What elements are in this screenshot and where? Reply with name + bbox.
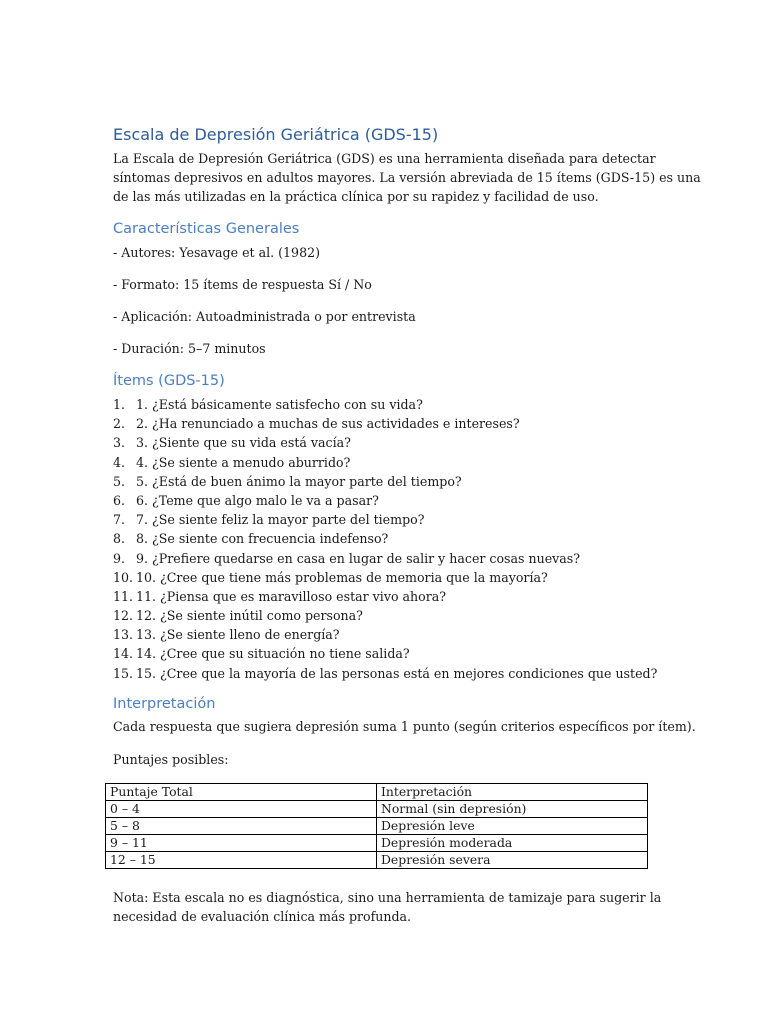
intro-line: síntomas depresivos en adultos mayores. La versión abreviada de 15 ítems (GDS-15) es una <box>113 170 701 186</box>
feature-format: - Formato: 15 ítems de respuesta Sí / No <box>113 277 372 292</box>
table-row <box>106 835 648 852</box>
table-cell: 0 – 4 <box>106 801 377 818</box>
table-cell: 5 – 8 <box>106 818 377 835</box>
list-item <box>113 414 658 433</box>
item-number: 8. <box>113 531 126 547</box>
table-row <box>106 818 648 835</box>
list-item <box>113 568 658 587</box>
item-number: 6. <box>113 492 126 508</box>
table-row <box>106 852 648 869</box>
item-number: 10. <box>113 569 134 585</box>
items-heading: Ítems (GDS-15) <box>113 373 225 389</box>
item-text: 1. ¿Está básicamente satisfecho con su vida? <box>136 397 423 412</box>
scores-label: Puntajes posibles: <box>113 752 229 767</box>
table-header-cell: Puntaje Total <box>106 784 377 801</box>
list-item <box>113 491 658 510</box>
note-paragraph <box>113 888 662 926</box>
list-item <box>113 453 658 472</box>
list-item <box>113 606 658 625</box>
list-item <box>113 510 658 529</box>
table-header-cell: Interpretación <box>377 784 648 801</box>
interpretation-text: Cada respuesta que sugiera depresión suma 1 punto (según criterios específicos por ítem). <box>113 719 696 734</box>
item-text: 10. ¿Cree que tiene más problemas de memoria que la mayoría? <box>136 569 548 585</box>
item-text: 13. ¿Se siente lleno de energía? <box>136 627 340 643</box>
table-cell: 12 – 15 <box>106 852 377 869</box>
table-cell: 9 – 11 <box>106 835 377 852</box>
item-number: 13. <box>113 627 134 643</box>
item-text: 2. ¿Ha renunciado a muchas de sus actividades e intereses? <box>136 416 520 432</box>
list-item <box>113 664 658 683</box>
list-item <box>113 472 658 491</box>
list-item <box>113 433 658 452</box>
intro-paragraph <box>113 149 701 207</box>
document-title: Escala de Depresión Geriátrica (GDS-15) <box>113 125 439 144</box>
table-cell: Depresión severa <box>377 852 648 869</box>
item-number: 3. <box>113 435 126 451</box>
item-number: 1. <box>113 397 126 412</box>
item-number: 4. <box>113 454 126 470</box>
scores-table <box>105 783 648 869</box>
item-text: 7. ¿Se siente feliz la mayor parte del tiempo? <box>136 512 425 528</box>
item-number: 7. <box>113 512 126 528</box>
item-number: 2. <box>113 416 126 432</box>
table-cell: Depresión moderada <box>377 835 648 852</box>
item-text: 12. ¿Se siente inútil como persona? <box>136 608 363 624</box>
item-number: 12. <box>113 608 134 624</box>
list-item <box>113 587 658 606</box>
item-text: 5. ¿Está de buen ánimo la mayor parte del tiempo? <box>136 473 462 489</box>
item-text: 11. ¿Piensa que es maravilloso estar vivo ahora? <box>136 588 447 604</box>
feature-application: - Aplicación: Autoadministrada o por entrevista <box>113 309 416 324</box>
feature-authors: - Autores: Yesavage et al. (1982) <box>113 245 321 260</box>
item-text: 9. ¿Prefiere quedarse en casa en lugar de salir y hacer cosas nuevas? <box>136 550 581 566</box>
feature-duration: - Duración: 5–7 minutos <box>113 341 266 356</box>
item-number: 9. <box>113 550 126 566</box>
item-text: 3. ¿Siente que su vida está vacía? <box>136 435 351 451</box>
note-line: Nota: Esta escala no es diagnóstica, sino una herramienta de tamizaje para sugerir la <box>113 890 662 905</box>
item-number: 11. <box>113 588 134 604</box>
list-item <box>113 529 658 548</box>
items-list <box>113 395 658 683</box>
note-line: necesidad de evaluación clínica más profunda. <box>113 909 412 925</box>
list-item <box>113 549 658 568</box>
item-text: 14. ¿Cree que su situación no tiene salida? <box>136 646 410 662</box>
item-number: 15. <box>113 665 134 681</box>
item-text: 15. ¿Cree que la mayoría de las personas está en mejores condiciones que usted? <box>136 665 658 681</box>
intro-line: La Escala de Depresión Geriátrica (GDS) es una herramienta diseñada para detectar <box>113 151 656 166</box>
list-item <box>113 625 658 644</box>
item-number: 14. <box>113 646 134 662</box>
list-item <box>113 395 658 414</box>
interpretation-heading: Interpretación <box>113 696 216 712</box>
table-header-row <box>106 784 648 801</box>
item-text: 4. ¿Se siente a menudo aburrido? <box>136 454 351 470</box>
table-cell: Depresión leve <box>377 818 648 835</box>
item-number: 5. <box>113 473 126 489</box>
item-text: 8. ¿Se siente con frecuencia indefenso? <box>136 531 389 547</box>
table-cell: Normal (sin depresión) <box>377 801 648 818</box>
item-text: 6. ¿Teme que algo malo le va a pasar? <box>136 492 379 508</box>
features-heading: Características Generales <box>113 221 300 237</box>
intro-line: de las más utilizadas en la práctica clínica por su rapidez y facilidad de uso. <box>113 189 599 205</box>
list-item <box>113 644 658 663</box>
table-row <box>106 801 648 818</box>
